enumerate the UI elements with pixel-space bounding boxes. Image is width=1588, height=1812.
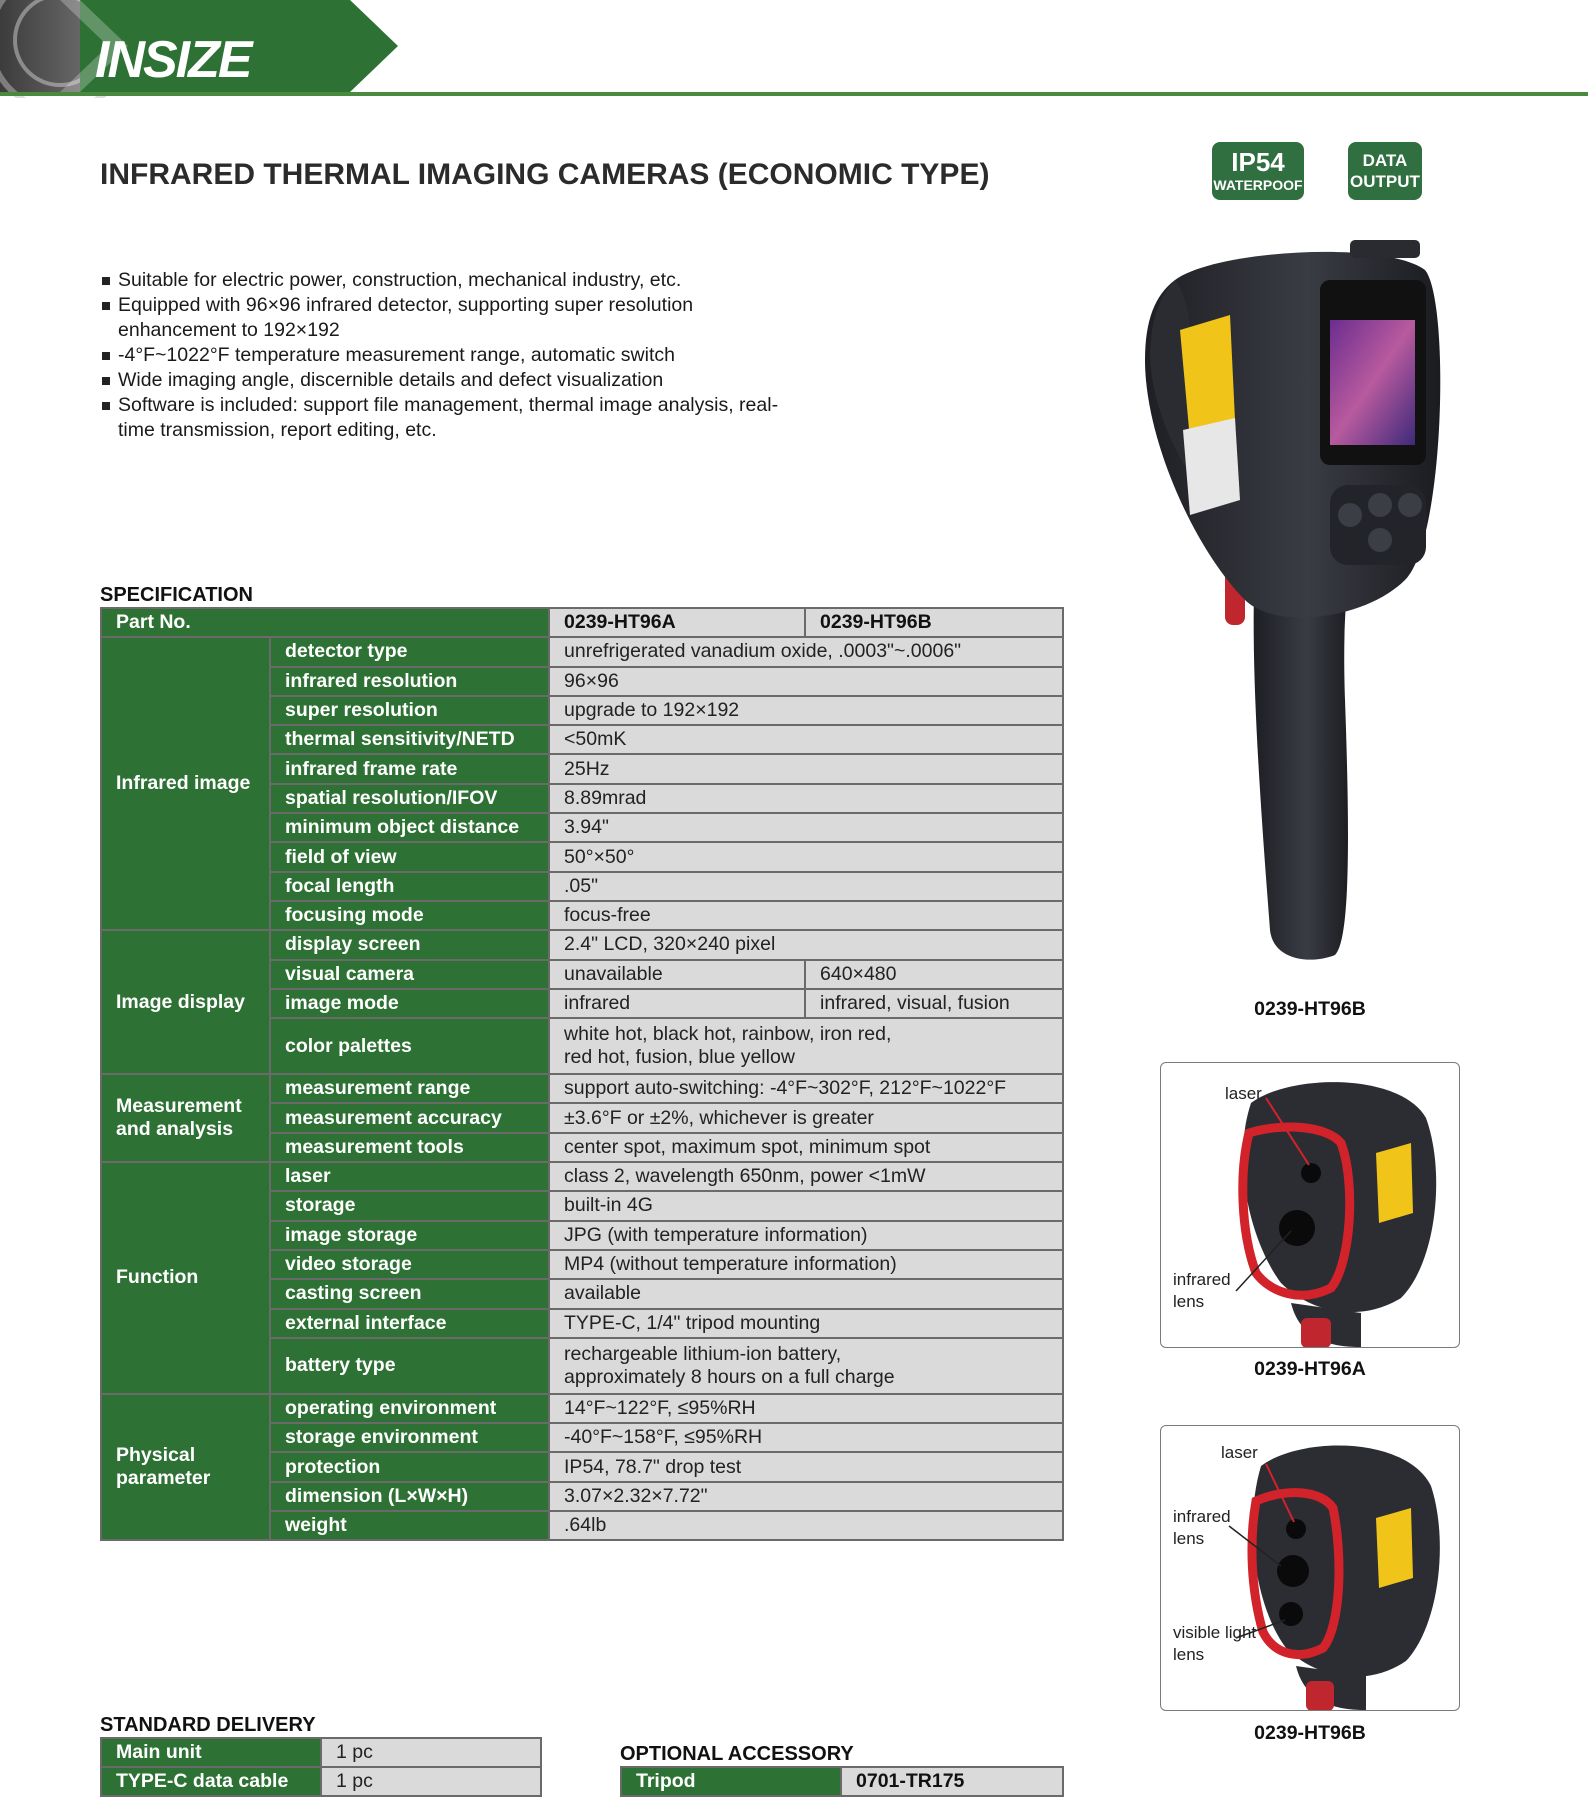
spec-value: unrefrigerated vanadium oxide, .0003"~.0006" bbox=[549, 637, 1063, 666]
spec-value: 8.89mrad bbox=[549, 784, 1063, 813]
banner-rule bbox=[0, 92, 1588, 96]
spec-value: class 2, wavelength 650nm, power <1mW bbox=[549, 1162, 1063, 1191]
spec-value: <50mK bbox=[549, 725, 1063, 754]
table-row bbox=[101, 608, 1063, 637]
model-a-header: 0239-HT96A bbox=[549, 608, 805, 637]
feature-item: Suitable for electric power, construction, mechanical industry, etc. bbox=[100, 268, 800, 293]
spec-value: IP54, 78.7" drop test bbox=[549, 1452, 1063, 1481]
group-label: Measurement and analysis bbox=[101, 1074, 270, 1162]
ht96b-infrared-callout bbox=[1173, 1506, 1231, 1550]
spec-value bbox=[549, 1018, 1063, 1074]
ht96b-caption: 0239-HT96B bbox=[1254, 1722, 1366, 1744]
spec-label: protection bbox=[270, 1452, 549, 1481]
standard-delivery-heading: STANDARD DELIVERY bbox=[100, 1714, 316, 1736]
callout-line: lens bbox=[1173, 1292, 1205, 1311]
table-row bbox=[101, 1394, 1063, 1423]
brand-logo: INSIZE bbox=[95, 31, 251, 89]
spec-label: super resolution bbox=[270, 696, 549, 725]
data-output-line2: OUTPUT bbox=[1350, 172, 1420, 191]
spec-label: storage bbox=[270, 1191, 549, 1220]
optional-accessory-heading: OPTIONAL ACCESSORY bbox=[620, 1743, 854, 1765]
spec-value-b: 640×480 bbox=[805, 960, 1063, 989]
spec-value-line: red hot, fusion, blue yellow bbox=[564, 1046, 795, 1069]
spec-label: video storage bbox=[270, 1250, 549, 1279]
spec-label: infrared frame rate bbox=[270, 754, 549, 783]
callout-line: lens bbox=[1173, 1529, 1205, 1548]
ip54-badge-title: IP54 bbox=[1231, 147, 1285, 177]
spec-value: 25Hz bbox=[549, 754, 1063, 783]
spec-label: operating environment bbox=[270, 1394, 549, 1423]
spec-value: 14°F~122°F, ≤95%RH bbox=[549, 1394, 1063, 1423]
spec-label: thermal sensitivity/NETD bbox=[270, 725, 549, 754]
optional-accessory-table bbox=[620, 1766, 1064, 1797]
spec-label: measurement tools bbox=[270, 1133, 549, 1162]
spec-value: ±3.6°F or ±2%, whichever is greater bbox=[549, 1103, 1063, 1132]
ht96a-lens-photo bbox=[1160, 1062, 1460, 1348]
table-row bbox=[101, 1162, 1063, 1191]
table-row bbox=[101, 930, 1063, 959]
spec-label: dimension (L×W×H) bbox=[270, 1482, 549, 1511]
delivery-qty: 1 pc bbox=[321, 1738, 541, 1767]
feature-item: Equipped with 96×96 infrared detector, supporting super resolution enhancement to 192×192 bbox=[100, 293, 800, 343]
spec-label: external interface bbox=[270, 1309, 549, 1338]
spec-value: JPG (with temperature information) bbox=[549, 1221, 1063, 1250]
spec-value-b: infrared, visual, fusion bbox=[805, 989, 1063, 1018]
spec-value: built-in 4G bbox=[549, 1191, 1063, 1220]
ht96b-visible-callout bbox=[1173, 1622, 1256, 1666]
group-label: Function bbox=[101, 1162, 270, 1394]
spec-label: color palettes bbox=[270, 1018, 549, 1074]
spec-value: support auto-switching: -4°F~302°F, 212°F~1022°F bbox=[549, 1074, 1063, 1103]
specification-heading: SPECIFICATION bbox=[100, 584, 253, 606]
spec-label: image mode bbox=[270, 989, 549, 1018]
spec-label: image storage bbox=[270, 1221, 549, 1250]
table-row bbox=[101, 637, 1063, 666]
spec-value: 3.07×2.32×7.72" bbox=[549, 1482, 1063, 1511]
spec-label: measurement range bbox=[270, 1074, 549, 1103]
spec-label: storage environment bbox=[270, 1423, 549, 1452]
spec-value: focus-free bbox=[549, 901, 1063, 930]
spec-value: TYPE-C, 1/4" tripod mounting bbox=[549, 1309, 1063, 1338]
ht96a-infrared-callout bbox=[1173, 1269, 1231, 1313]
feature-list bbox=[100, 268, 800, 443]
table-row bbox=[101, 1738, 541, 1767]
spec-label: spatial resolution/IFOV bbox=[270, 784, 549, 813]
spec-value-a: infrared bbox=[549, 989, 805, 1018]
spec-label: measurement accuracy bbox=[270, 1103, 549, 1132]
spec-label: focal length bbox=[270, 872, 549, 901]
spec-label: casting screen bbox=[270, 1279, 549, 1308]
table-row bbox=[621, 1767, 1063, 1796]
spec-value: MP4 (without temperature information) bbox=[549, 1250, 1063, 1279]
data-output-badge bbox=[1348, 142, 1422, 200]
callout-line: lens bbox=[1173, 1645, 1205, 1664]
delivery-qty: 1 pc bbox=[321, 1767, 541, 1796]
specification-table bbox=[100, 607, 1064, 1541]
spec-value-line: approximately 8 hours on a full charge bbox=[564, 1365, 895, 1388]
feature-item: Wide imaging angle, discernible details and defect visualization bbox=[100, 368, 800, 393]
delivery-item: Main unit bbox=[101, 1738, 321, 1767]
accessory-item: Tripod bbox=[621, 1767, 841, 1796]
data-output-line1: DATA bbox=[1362, 151, 1408, 170]
ip54-badge-subtitle: WATERPOOF bbox=[1213, 177, 1303, 193]
spec-value: .05" bbox=[549, 872, 1063, 901]
spec-value: .64lb bbox=[549, 1511, 1063, 1540]
ht96b-camera-front-image bbox=[1161, 1426, 1459, 1710]
spec-label: minimum object distance bbox=[270, 813, 549, 842]
spec-label: focusing mode bbox=[270, 901, 549, 930]
spec-label: detector type bbox=[270, 637, 549, 666]
callout-line: infrared bbox=[1173, 1507, 1231, 1526]
spec-value: -40°F~158°F, ≤95%RH bbox=[549, 1423, 1063, 1452]
ip54-badge bbox=[1212, 142, 1304, 200]
group-label: Infrared image bbox=[101, 637, 270, 930]
spec-value: available bbox=[549, 1279, 1063, 1308]
ht96b-laser-callout: laser bbox=[1221, 1443, 1258, 1462]
group-label: Image display bbox=[101, 930, 270, 1074]
part-no-label: Part No. bbox=[101, 608, 549, 637]
feature-item: Software is included: support file management, thermal image analysis, real-time transmission, report editing, etc. bbox=[100, 393, 800, 443]
delivery-item: TYPE-C data cable bbox=[101, 1767, 321, 1796]
thermal-camera-photo bbox=[1135, 240, 1455, 980]
ht96a-caption: 0239-HT96A bbox=[1254, 1358, 1366, 1380]
callout-line: visible light bbox=[1173, 1623, 1257, 1642]
spec-value: 50°×50° bbox=[549, 842, 1063, 871]
standard-delivery-table bbox=[100, 1737, 542, 1797]
spec-label: visual camera bbox=[270, 960, 549, 989]
spec-value: 2.4" LCD, 320×240 pixel bbox=[549, 930, 1063, 959]
feature-item: -4°F~1022°F temperature measurement range, automatic switch bbox=[100, 343, 800, 368]
spec-value: 96×96 bbox=[549, 667, 1063, 696]
spec-value: 3.94" bbox=[549, 813, 1063, 842]
spec-label: field of view bbox=[270, 842, 549, 871]
main-photo-caption: 0239-HT96B bbox=[1254, 998, 1366, 1020]
ht96a-laser-callout: laser bbox=[1225, 1084, 1262, 1103]
ht96b-lens-photo bbox=[1160, 1425, 1460, 1711]
spec-value-line: rechargeable lithium-ion battery, bbox=[564, 1342, 842, 1365]
spec-value-a: unavailable bbox=[549, 960, 805, 989]
spec-label: display screen bbox=[270, 930, 549, 959]
table-row bbox=[101, 1767, 541, 1796]
accessory-part-no: 0701-TR175 bbox=[841, 1767, 1063, 1796]
callout-line: infrared bbox=[1173, 1270, 1231, 1289]
model-b-header: 0239-HT96B bbox=[805, 608, 1063, 637]
spec-value-line: white hot, black hot, rainbow, iron red, bbox=[564, 1023, 892, 1046]
spec-label: weight bbox=[270, 1511, 549, 1540]
spec-label: infrared resolution bbox=[270, 667, 549, 696]
spec-value: upgrade to 192×192 bbox=[549, 696, 1063, 725]
spec-label: battery type bbox=[270, 1338, 549, 1394]
spec-value bbox=[549, 1338, 1063, 1394]
table-row bbox=[101, 1074, 1063, 1103]
group-label: Physical parameter bbox=[101, 1394, 270, 1540]
page-title: INFRARED THERMAL IMAGING CAMERAS (ECONOMIC TYPE) bbox=[100, 158, 990, 191]
spec-value: center spot, maximum spot, minimum spot bbox=[549, 1133, 1063, 1162]
spec-label: laser bbox=[270, 1162, 549, 1191]
